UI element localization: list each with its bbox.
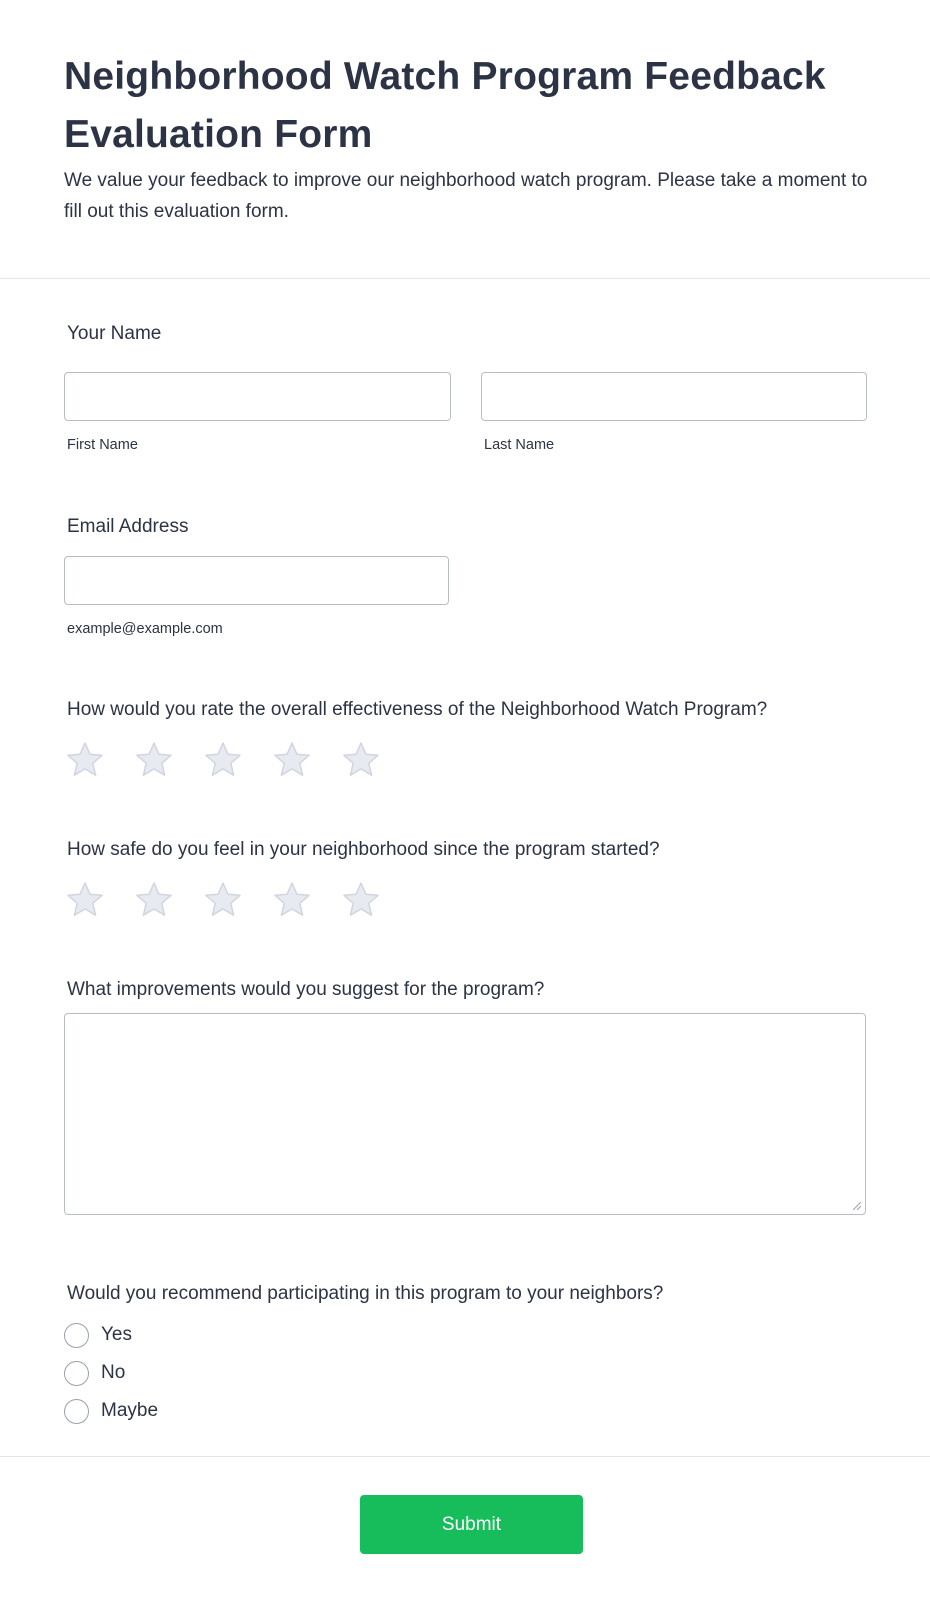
star-icon[interactable] <box>271 879 313 921</box>
first-name-sublabel: First Name <box>67 437 138 453</box>
radio-option-yes[interactable] <box>64 1322 132 1348</box>
star-icon[interactable] <box>340 879 382 921</box>
star-icon[interactable] <box>64 879 106 921</box>
radio-option-maybe[interactable] <box>64 1398 158 1424</box>
effectiveness-question: How would you rate the overall effectiveness of the Neighborhood Watch Program? <box>67 699 768 720</box>
form-description: We value your feedback to improve our neighborhood watch program. Please take a moment to fill out this evaluation form. <box>64 170 868 222</box>
last-name-sublabel: Last Name <box>484 437 555 453</box>
radio-button[interactable] <box>64 1361 89 1386</box>
email-input[interactable] <box>64 556 449 605</box>
form-header <box>0 0 930 279</box>
radio-option-no[interactable] <box>64 1360 125 1386</box>
star-icon[interactable] <box>340 739 382 781</box>
radio-label: Yes <box>101 1324 132 1345</box>
email-sublabel: example@example.com <box>67 621 223 637</box>
last-name-input[interactable] <box>481 372 867 421</box>
safety-star-rating <box>64 879 409 921</box>
effectiveness-star-rating <box>64 739 409 781</box>
improvements-question: What improvements would you suggest for the program? <box>67 979 545 1000</box>
resize-grip-icon[interactable] <box>850 1199 862 1211</box>
star-icon[interactable] <box>202 739 244 781</box>
star-icon[interactable] <box>133 879 175 921</box>
radio-label: No <box>101 1362 126 1383</box>
email-label: Email Address <box>67 516 189 537</box>
radio-label: Maybe <box>101 1400 159 1421</box>
star-icon[interactable] <box>64 739 106 781</box>
first-name-input[interactable] <box>64 372 451 421</box>
form-title: Neighborhood Watch Program Feedback Evaluation Form <box>64 55 826 156</box>
star-icon[interactable] <box>202 879 244 921</box>
footer-divider <box>0 1456 930 1457</box>
safety-question: How safe do you feel in your neighborhood since the program started? <box>67 839 660 860</box>
recommend-question: Would you recommend participating in this program to your neighbors? <box>67 1283 664 1304</box>
improvements-textarea[interactable] <box>64 1013 866 1215</box>
name-label: Your Name <box>67 323 162 344</box>
radio-button[interactable] <box>64 1399 89 1424</box>
submit-button[interactable]: Submit <box>360 1495 583 1554</box>
star-icon[interactable] <box>133 739 175 781</box>
radio-button[interactable] <box>64 1323 89 1348</box>
star-icon[interactable] <box>271 739 313 781</box>
